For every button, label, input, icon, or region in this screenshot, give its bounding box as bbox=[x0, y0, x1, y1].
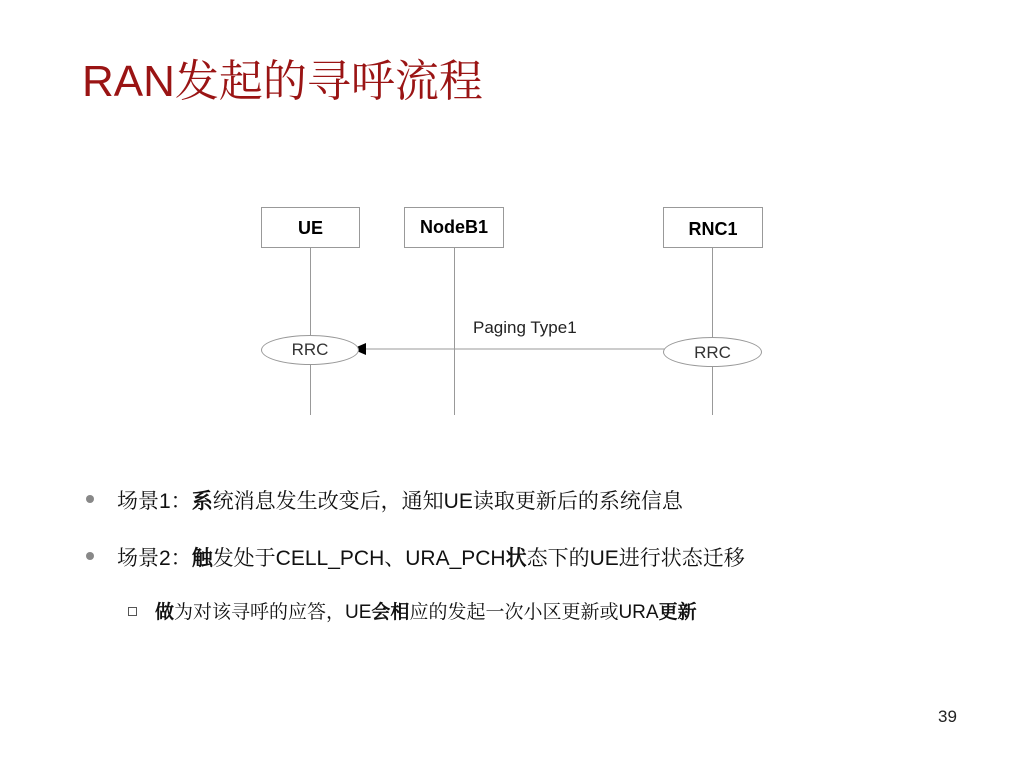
rnc1-rrc-endpoint bbox=[663, 337, 762, 367]
paging-message-label: Paging Type1 bbox=[473, 318, 577, 337]
slide-title: RAN发起的寻呼流程 bbox=[82, 57, 483, 106]
bullet-2-rest: 态下的UE进行状态迁移 bbox=[526, 547, 745, 570]
sub-bullet-mid-2: 应的发起一次小区更新或URA bbox=[409, 602, 659, 623]
nodeb1-node-label: NodeB1 bbox=[419, 217, 488, 237]
bullet-2-bold-1: 触 bbox=[191, 547, 213, 570]
bullet-2-mid: 发处于CELL_PCH、URA_PCH bbox=[212, 547, 506, 570]
ue-rrc-endpoint bbox=[261, 335, 359, 365]
ue-node-label: UE bbox=[297, 218, 323, 238]
bullet-dot-2 bbox=[86, 552, 94, 560]
bullet-2-prefix: 场景2： bbox=[117, 547, 192, 570]
bullet-dot-1 bbox=[86, 495, 94, 503]
rnc1-node-label: RNC1 bbox=[688, 219, 738, 239]
sub-bullet-square bbox=[128, 607, 137, 616]
bullet-1-prefix: 场景1： bbox=[117, 490, 192, 513]
page-number: 39 bbox=[938, 707, 957, 726]
sub-bullet-item-1 bbox=[155, 597, 697, 624]
sub-bullet-bold-2: 会相 bbox=[371, 602, 410, 623]
bullet-2-bold-2: 状 bbox=[505, 547, 527, 570]
bullet-item-2 bbox=[117, 542, 745, 572]
bullet-1-bold: 系 bbox=[191, 490, 213, 513]
rnc1-rrc-label: RRC bbox=[694, 343, 731, 362]
ue-rrc-label: RRC bbox=[291, 340, 329, 359]
sub-bullet-bold-1: 做 bbox=[155, 602, 175, 623]
sub-bullet-mid: 为对该寻呼的应答，UE bbox=[174, 602, 372, 623]
sub-bullet-bold-3: 更新 bbox=[658, 602, 697, 623]
bullet-item-1 bbox=[117, 485, 683, 515]
bullet-1-rest: 统消息发生改变后，通知UE读取更新后的系统信息 bbox=[212, 490, 683, 513]
